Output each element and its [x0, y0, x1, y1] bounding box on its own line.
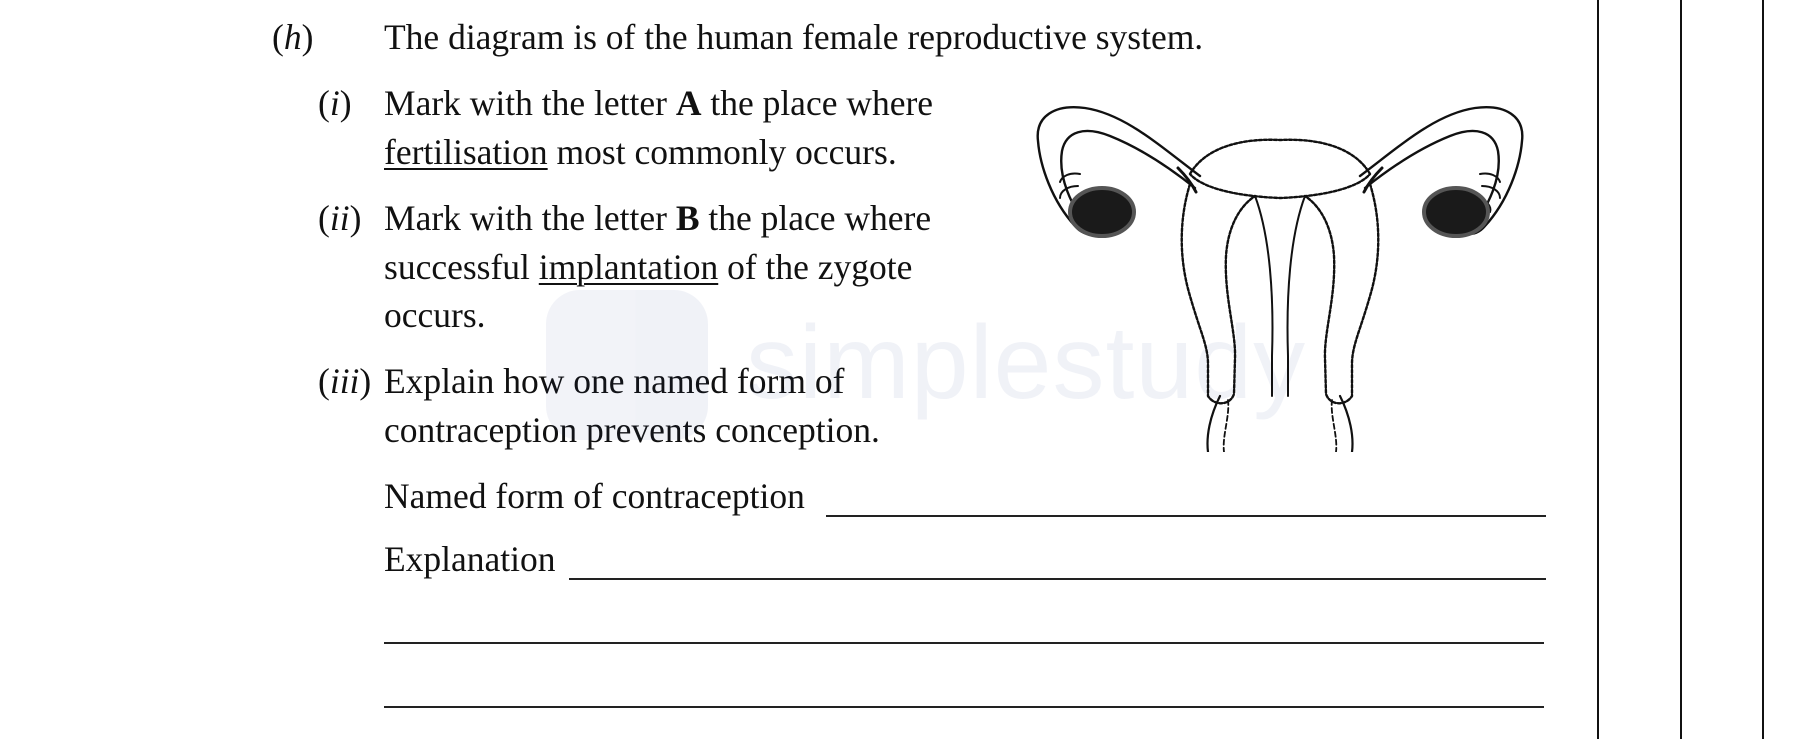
part-ii-line-3: occurs.	[384, 295, 486, 335]
left-ovary	[1070, 188, 1134, 236]
part-iii-line-1: Explain how one named form of	[384, 361, 845, 401]
part-i-line-1: Mark with the letter A the place where	[384, 83, 934, 123]
explanation-label: Explanation	[384, 539, 556, 579]
margin-border-right	[1762, 0, 1764, 739]
uterus-fundus	[1190, 140, 1370, 198]
margin-border-left	[1597, 0, 1599, 739]
part-iii-label: (iii)	[318, 361, 372, 401]
part-i-label: (i)	[318, 83, 352, 123]
term-fertilisation: fertilisation	[384, 132, 548, 172]
uterus-right-wall	[1305, 184, 1378, 403]
explanation-answer-line-2[interactable]	[384, 642, 1544, 644]
part-ii-label: (ii)	[318, 198, 362, 238]
question-label: (h)	[272, 17, 314, 57]
margin-border-middle	[1680, 0, 1682, 739]
named-form-answer-line[interactable]	[826, 515, 1546, 517]
part-iii-line-2: contraception prevents conception.	[384, 410, 880, 450]
letter-b: B	[675, 198, 700, 238]
reproductive-system-diagram[interactable]	[1030, 96, 1530, 452]
part-ii-line-1: Mark with the letter B the place where	[384, 198, 932, 238]
part-i-line-2: fertilisation most commonly occurs.	[384, 132, 897, 172]
explanation-answer-line-3[interactable]	[384, 706, 1544, 708]
part-ii-line-2: successful implantation of the zygote	[384, 247, 913, 287]
uterine-cavity	[1255, 196, 1305, 396]
right-ovary	[1424, 188, 1488, 236]
uterus-left-wall	[1182, 184, 1255, 403]
explanation-answer-line-1[interactable]	[569, 578, 1546, 580]
named-form-label: Named form of contraception	[384, 476, 805, 516]
cervix	[1208, 396, 1353, 452]
term-implantation: implantation	[538, 247, 719, 287]
vagina-wall-right	[1332, 400, 1337, 452]
watermark-text: simplestudy	[746, 305, 1307, 421]
question-intro: The diagram is of the human female reproductive system.	[384, 17, 1204, 57]
vagina-wall-left	[1224, 400, 1229, 452]
letter-a: A	[675, 83, 702, 123]
